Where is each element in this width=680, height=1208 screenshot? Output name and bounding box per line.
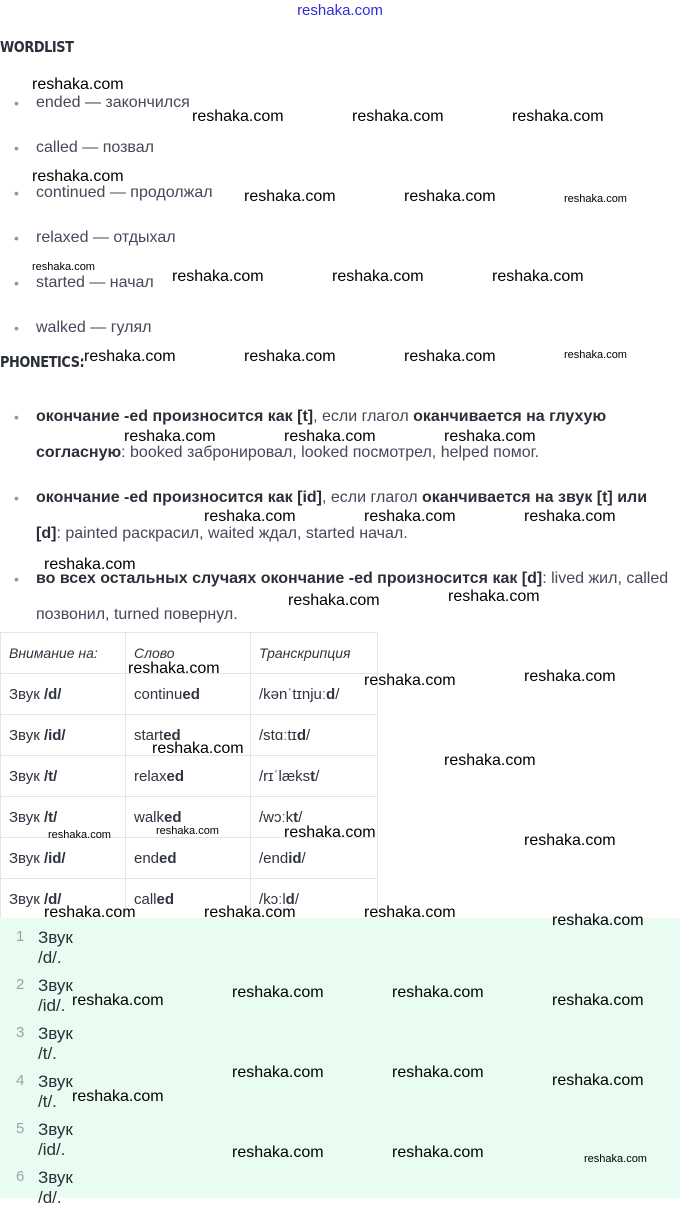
phonetics-rule: • во всех остальных случаях окончание -ed произносится как [d]: lived жил, called позвонил, turned повернул. [16, 561, 676, 633]
watermark: reshaka.com [44, 904, 136, 921]
watermark: reshaka.com [32, 168, 124, 185]
watermark: reshaka.com [352, 108, 444, 125]
table-row [1, 838, 378, 879]
list-item: • walked — гулял [14, 319, 152, 336]
watermark: reshaka.com [564, 193, 627, 205]
watermark: reshaka.com [44, 556, 136, 573]
phonetics-rule: • окончание -ed произносится как [id], если глагол оканчивается на звук [t] или [d]: painted раскрасил, waited ждал, started начал. [16, 480, 676, 552]
table-row [1, 756, 378, 797]
list-item: • relaxed — отдыхал [14, 229, 176, 246]
bullet-icon: • [14, 95, 19, 111]
bullet-icon: • [14, 490, 19, 506]
sound-cell: Звук /id/ [1, 715, 126, 756]
wordlist-heading: WORDLIST [0, 38, 74, 56]
watermark: reshaka.com [552, 912, 644, 929]
watermark: reshaka.com [72, 1088, 164, 1105]
bullet-icon: • [14, 230, 19, 246]
watermark: reshaka.com [204, 904, 296, 921]
watermark: reshaka.com [172, 268, 264, 285]
transcription-cell: /wɔːkt/ [251, 797, 378, 838]
word-cell: walked [126, 797, 251, 838]
watermark: reshaka.com [364, 508, 456, 525]
table-header-cell: Внимание на: [1, 633, 126, 674]
watermark: reshaka.com [72, 992, 164, 1009]
watermark: reshaka.com [84, 348, 176, 365]
watermark: reshaka.com [232, 1064, 324, 1081]
bullet-icon: • [14, 320, 19, 336]
word-cell: called [126, 879, 251, 920]
bullet-icon: • [14, 571, 19, 587]
word-cell: ended [126, 838, 251, 879]
sound-cell: Звук /id/ [1, 838, 126, 879]
bullet-icon: • [14, 275, 19, 291]
watermark: reshaka.com [284, 824, 376, 841]
transcription-cell: /endid/ [251, 838, 378, 879]
answers-panel: 1 Звук /d/. 2 Звук /id/. 3 Звук /t/. 4 Звук /t/. 5 Звук /id/. 6 Звук /d/. [0, 918, 680, 1198]
watermark: reshaka.com [552, 1072, 644, 1089]
list-item: • continued — продолжал [14, 184, 213, 201]
watermark: reshaka.com [364, 904, 456, 921]
watermark: reshaka.com [364, 672, 456, 689]
list-item: • ended — закончился [14, 94, 190, 111]
table-header-cell: Транскрипция [251, 633, 378, 674]
watermark: reshaka.com [524, 832, 616, 849]
watermark: reshaka.com [232, 984, 324, 1001]
watermark: reshaka.com [404, 348, 496, 365]
watermark: reshaka.com [444, 752, 536, 769]
watermark: reshaka.com [32, 261, 95, 273]
table-row [1, 674, 378, 715]
watermark: reshaka.com [552, 992, 644, 1009]
word-cell: continued [126, 674, 251, 715]
sound-cell: Звук /d/ [1, 674, 126, 715]
sound-cell: Звук /t/ [1, 756, 126, 797]
transcription-cell: /kənˈtɪnjuːd/ [251, 674, 378, 715]
watermark: reshaka.com [524, 668, 616, 685]
watermark: reshaka.com [492, 268, 584, 285]
site-header-link[interactable]: reshaka.com [297, 2, 383, 19]
word-cell: relaxed [126, 756, 251, 797]
watermark: reshaka.com [284, 428, 376, 445]
list-item: • called — позвал [14, 139, 154, 156]
transcription-cell: /stɑːtɪd/ [251, 715, 378, 756]
watermark: reshaka.com [392, 1064, 484, 1081]
sound-cell: Звук /d/ [1, 879, 126, 920]
word-cell: started [126, 715, 251, 756]
watermark: reshaka.com [244, 348, 336, 365]
watermark: reshaka.com [392, 1144, 484, 1161]
watermark: reshaka.com [204, 508, 296, 525]
transcription-cell: /rɪˈlækst/ [251, 756, 378, 797]
watermark: reshaka.com [152, 740, 244, 757]
watermark: reshaka.com [232, 1144, 324, 1161]
watermark: reshaka.com [392, 984, 484, 1001]
sound-cell: Звук /t/ [1, 797, 126, 838]
watermark: reshaka.com [524, 508, 616, 525]
watermark: reshaka.com [444, 428, 536, 445]
table-header-cell: Слово [126, 633, 251, 674]
bullet-icon: • [14, 185, 19, 201]
phonetics-rule: • окончание -ed произносится как [t], если глагол оканчивается на глухую согласную: booked забронировал, looked посмотрел, helped помог. [16, 399, 676, 471]
watermark: reshaka.com [128, 660, 220, 677]
watermark: reshaka.com [404, 188, 496, 205]
watermark: reshaka.com [288, 592, 380, 609]
watermark: reshaka.com [564, 349, 627, 361]
watermark: reshaka.com [156, 825, 219, 837]
watermark: reshaka.com [448, 588, 540, 605]
watermark: reshaka.com [244, 188, 336, 205]
bullet-icon: • [14, 409, 19, 425]
transcription-cell: /kɔːld/ [251, 879, 378, 920]
watermark: reshaka.com [192, 108, 284, 125]
list-item: • started — начал [14, 274, 154, 291]
watermark: reshaka.com [32, 76, 124, 93]
watermark: reshaka.com [124, 428, 216, 445]
watermark: reshaka.com [584, 1153, 647, 1165]
watermark: reshaka.com [48, 829, 111, 841]
bullet-icon: • [14, 140, 19, 156]
watermark: reshaka.com [332, 268, 424, 285]
watermark: reshaka.com [512, 108, 604, 125]
phonetics-heading: PHONETICS: [0, 353, 85, 371]
